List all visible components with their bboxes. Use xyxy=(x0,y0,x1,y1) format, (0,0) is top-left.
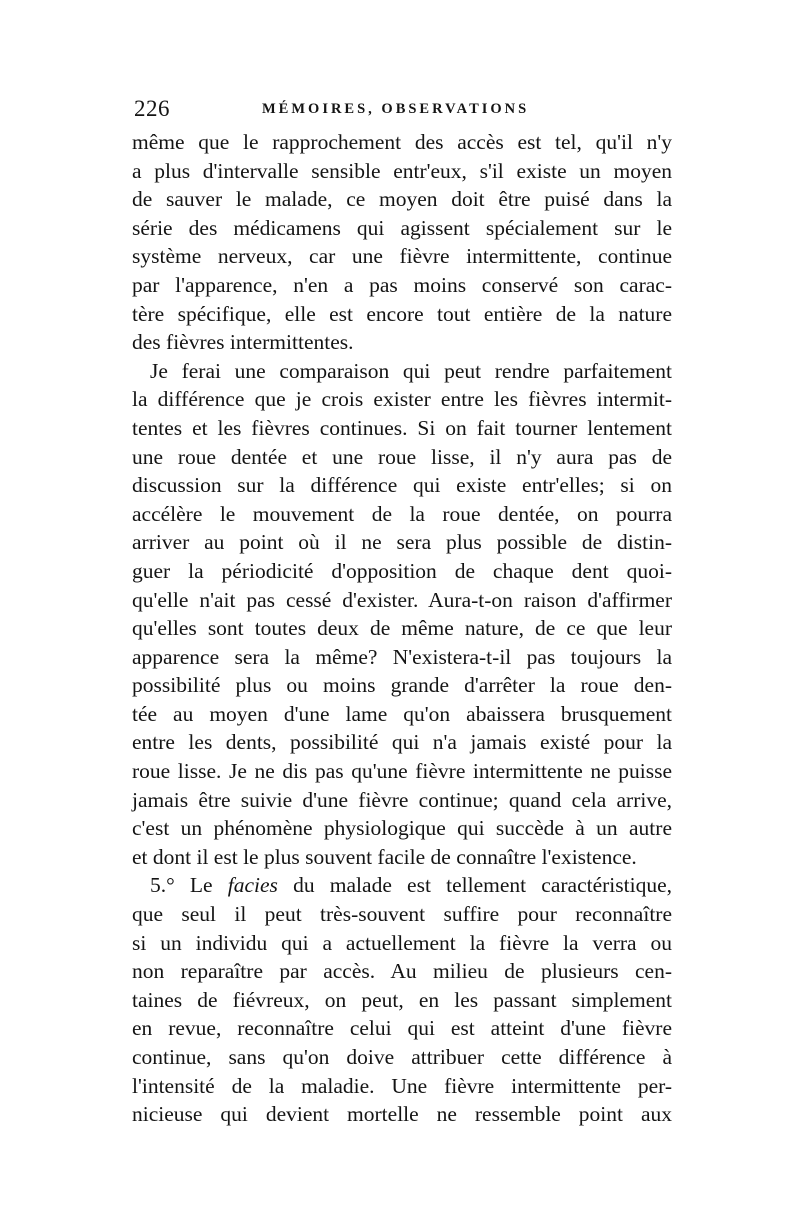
text-line: tentes et les fièvres continues. Si on fait tourner lentement xyxy=(132,415,672,440)
page-header xyxy=(134,96,672,126)
text-line: série des médicamens qui agissent spécialement sur le xyxy=(132,215,672,240)
text-line: tée au moyen d'une lame qu'on abaissera brusquement xyxy=(132,701,672,726)
text-line: nicieuse qui devient mortelle ne ressemble point aux xyxy=(132,1102,672,1127)
text-line: système nerveux, car une fièvre intermittente, continue xyxy=(132,244,672,269)
italic-term: facies xyxy=(227,873,278,898)
text-line: arriver au point où il ne sera plus possible de distin- xyxy=(132,530,672,555)
text-line: c'est un phénomène physiologique qui succède à un autre xyxy=(132,816,672,841)
text-line: par l'apparence, n'en a pas moins conservé son carac- xyxy=(132,272,672,297)
text-line: en revue, reconnaître celui qui est atteint d'une fièvre xyxy=(132,1016,672,1041)
text-line: des fièvres intermittentes. xyxy=(132,330,354,355)
text-line: entre les dents, possibilité qui n'a jamais existé pour la xyxy=(132,730,672,755)
text-line: guer la périodicité d'opposition de chaque dent quoi- xyxy=(132,558,672,583)
text-line: tère spécifique, elle est encore tout entière de la nature xyxy=(132,301,672,326)
text-line: apparence sera la même? N'existera-t-il pas toujours la xyxy=(132,644,672,669)
page-number: 226 xyxy=(134,96,170,121)
text-line: continue, sans qu'on doive attribuer cette différence à xyxy=(132,1045,672,1069)
text-line: l'intensité de la maladie. Une fièvre intermittente per- xyxy=(132,1073,672,1098)
text-line: qu'elles sont toutes deux de même nature, de ce que leur xyxy=(132,616,672,641)
text-line: discussion sur la différence qui existe entr'elles; si on xyxy=(132,473,672,498)
text-line: Je ferai une comparaison qui peut rendre parfaitement xyxy=(150,358,672,383)
text-line: et dont il est le plus souvent facile de connaître l'existence. xyxy=(132,844,637,869)
text-line: que seul il peut très-souvent suffire pour reconnaître xyxy=(132,902,672,927)
running-title: MÉMOIRES, OBSERVATIONS xyxy=(262,101,530,117)
text-line: roue lisse. Je ne dis pas qu'une fièvre intermittente ne puisse xyxy=(132,759,672,784)
text-line: de sauver le malade, ce moyen doit être puisé dans la xyxy=(132,187,672,212)
text-line: la différence que je crois exister entre les fièvres intermit- xyxy=(132,387,672,412)
text-line: taines de fiévreux, on peut, en les passant simplement xyxy=(132,987,672,1012)
text-line: jamais être suivie d'une fièvre continue; quand cela arrive, xyxy=(132,787,672,812)
text-line: non reparaître par accès. Au milieu de plusieurs cen- xyxy=(132,959,672,984)
text-line: si un individu qui a actuellement la fièvre la verra ou xyxy=(132,930,672,955)
text-line: 5.° Le facies du malade est tellement caractéristique, xyxy=(150,873,672,898)
text-line: une roue dentée et une roue lisse, il n'y aura pas de xyxy=(132,444,672,469)
text-line: même que le rapprochement des accès est tel, qu'il n'y xyxy=(132,130,672,154)
body-text xyxy=(132,128,672,1129)
text-line: accélère le mouvement de la roue dentée, on pourra xyxy=(132,501,672,526)
text-line: qu'elle n'ait pas cessé d'exister. Aura-t-on raison d'affirmer xyxy=(132,587,672,612)
text-line: possibilité plus ou moins grande d'arrêter la roue den- xyxy=(132,673,672,698)
text-line: a plus d'intervalle sensible entr'eux, s'il existe un moyen xyxy=(132,158,672,183)
